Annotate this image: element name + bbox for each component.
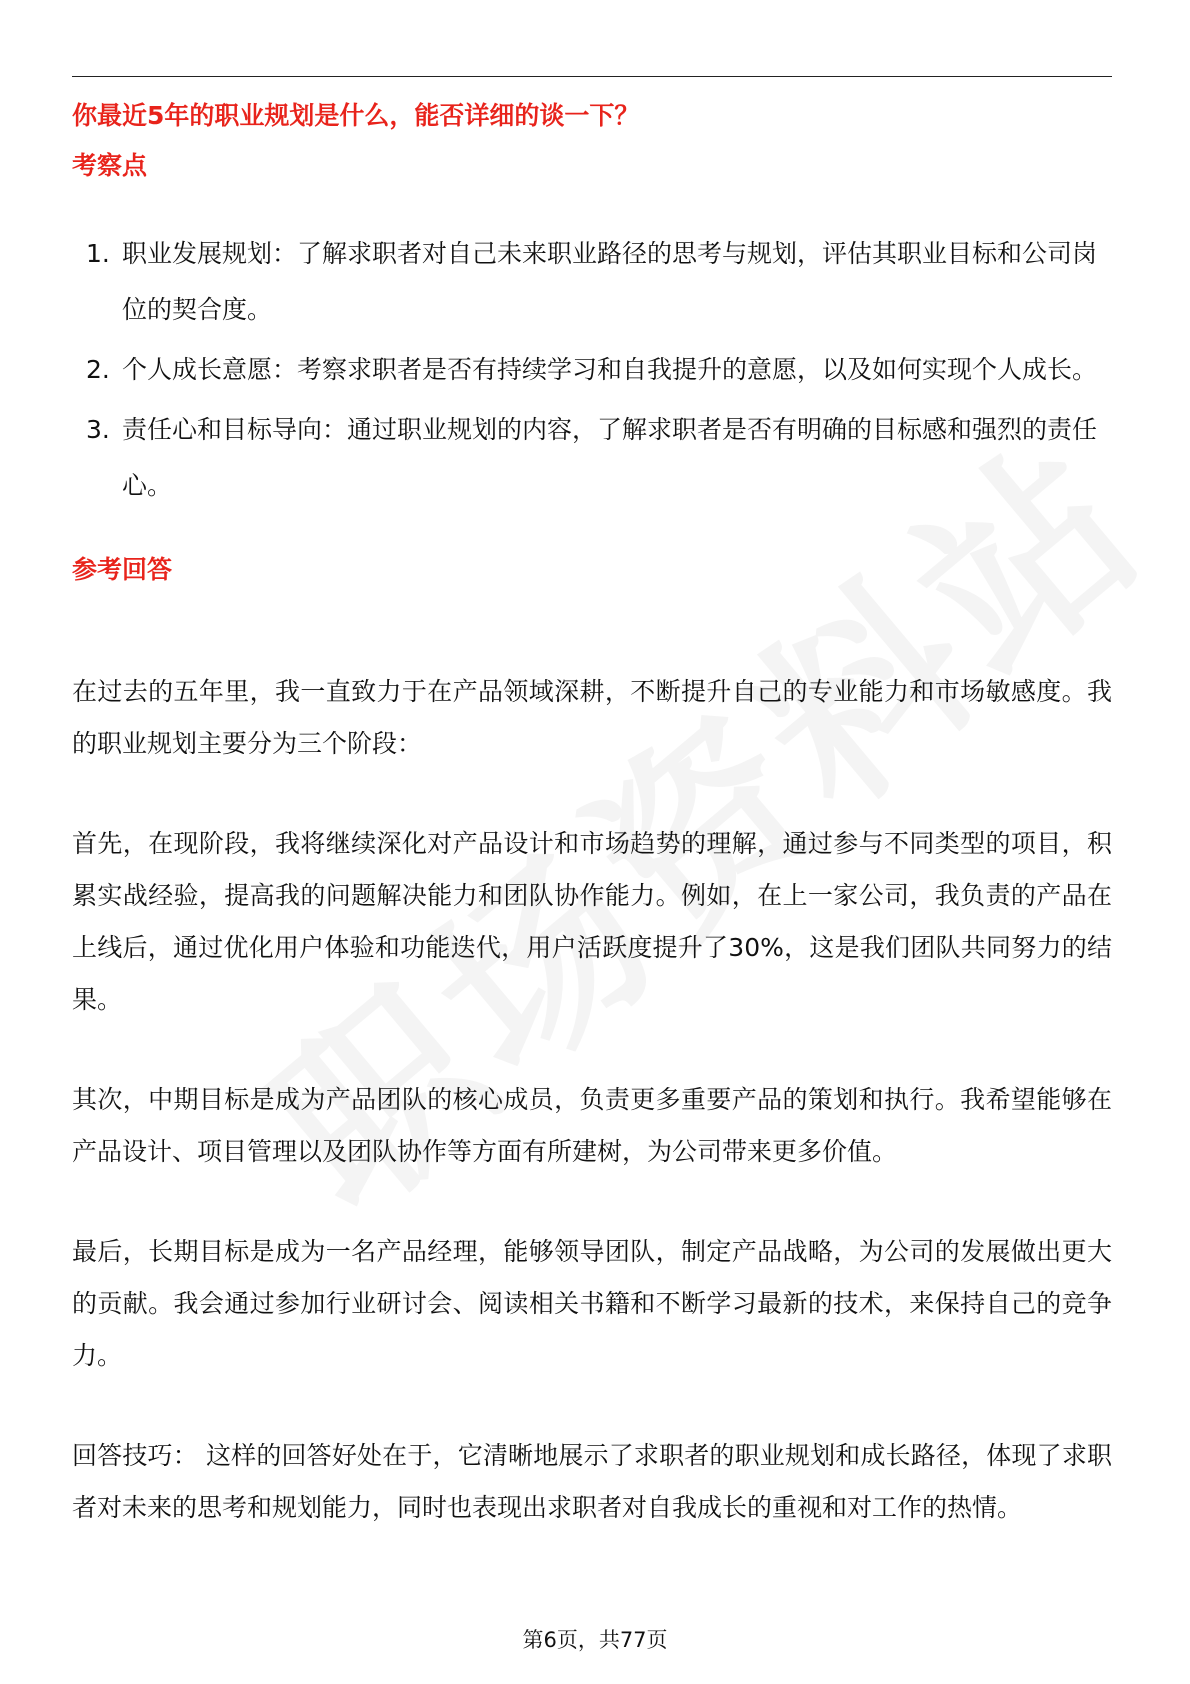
answer-section-title: 参考回答 xyxy=(72,555,173,584)
document-page xyxy=(72,0,1112,1684)
answer-paragraph: 最后，长期目标是成为一名产品经理，能够领导团队，制定产品战略，为公司的发展做出更大的贡献。我会通过参加行业研讨会、阅读相关书籍和不断学习最新的技术，来保持自己的竞争力。 xyxy=(72,1237,1112,1370)
list-item-number: 1. xyxy=(86,239,110,268)
list-item xyxy=(72,226,1112,338)
answer-paragraph: 首先，在现阶段，我将继续深化对产品设计和市场趋势的理解，通过参与不同类型的项目，积累实战经验，提高我的问题解决能力和团队协作能力。例如，在上一家公司，我负责的产品在上线后，通过优化用户体验和功能迭代，用户活跃度提升了30%，这是我们团队共同努力的结果。 xyxy=(72,829,1112,1014)
list-item-text: 责任心和目标导向：通过职业规划的内容，了解求职者是否有明确的目标感和强烈的责任心。 xyxy=(122,415,1098,500)
points-section-title: 考察点 xyxy=(72,151,148,180)
list-item-text: 职业发展规划：了解求职者对自己未来职业路径的思考与规划，评估其职业目标和公司岗位的契合度。 xyxy=(122,239,1098,324)
points-list xyxy=(72,226,1112,518)
list-item-text: 个人成长意愿：考察求职者是否有持续学习和自我提升的意愿，以及如何实现个人成长。 xyxy=(122,355,1098,384)
list-item-number: 3. xyxy=(86,415,110,444)
answer-body xyxy=(72,666,1112,1582)
answer-tips-paragraph: 回答技巧： 这样的回答好处在于，它清晰地展示了求职者的职业规划和成长路径，体现了求职者对未来的思考和规划能力，同时也表现出求职者对自我成长的重视和对工作的热情。 xyxy=(72,1441,1112,1522)
list-item-number: 2. xyxy=(86,355,110,384)
top-divider xyxy=(72,76,1112,77)
question-heading: 你最近5年的职业规划是什么，能否详细的谈一下？ xyxy=(72,101,640,130)
list-item xyxy=(72,342,1112,398)
page-number: 第6页，共77页 xyxy=(522,1628,668,1652)
answer-paragraph: 在过去的五年里，我一直致力于在产品领域深耕，不断提升自己的专业能力和市场敏感度。我的职业规划主要分为三个阶段： xyxy=(72,677,1112,758)
answer-paragraph: 其次，中期目标是成为产品团队的核心成员，负责更多重要产品的策划和执行。我希望能够在产品设计、项目管理以及团队协作等方面有所建树，为公司带来更多价值。 xyxy=(72,1085,1112,1166)
list-item xyxy=(72,402,1112,514)
